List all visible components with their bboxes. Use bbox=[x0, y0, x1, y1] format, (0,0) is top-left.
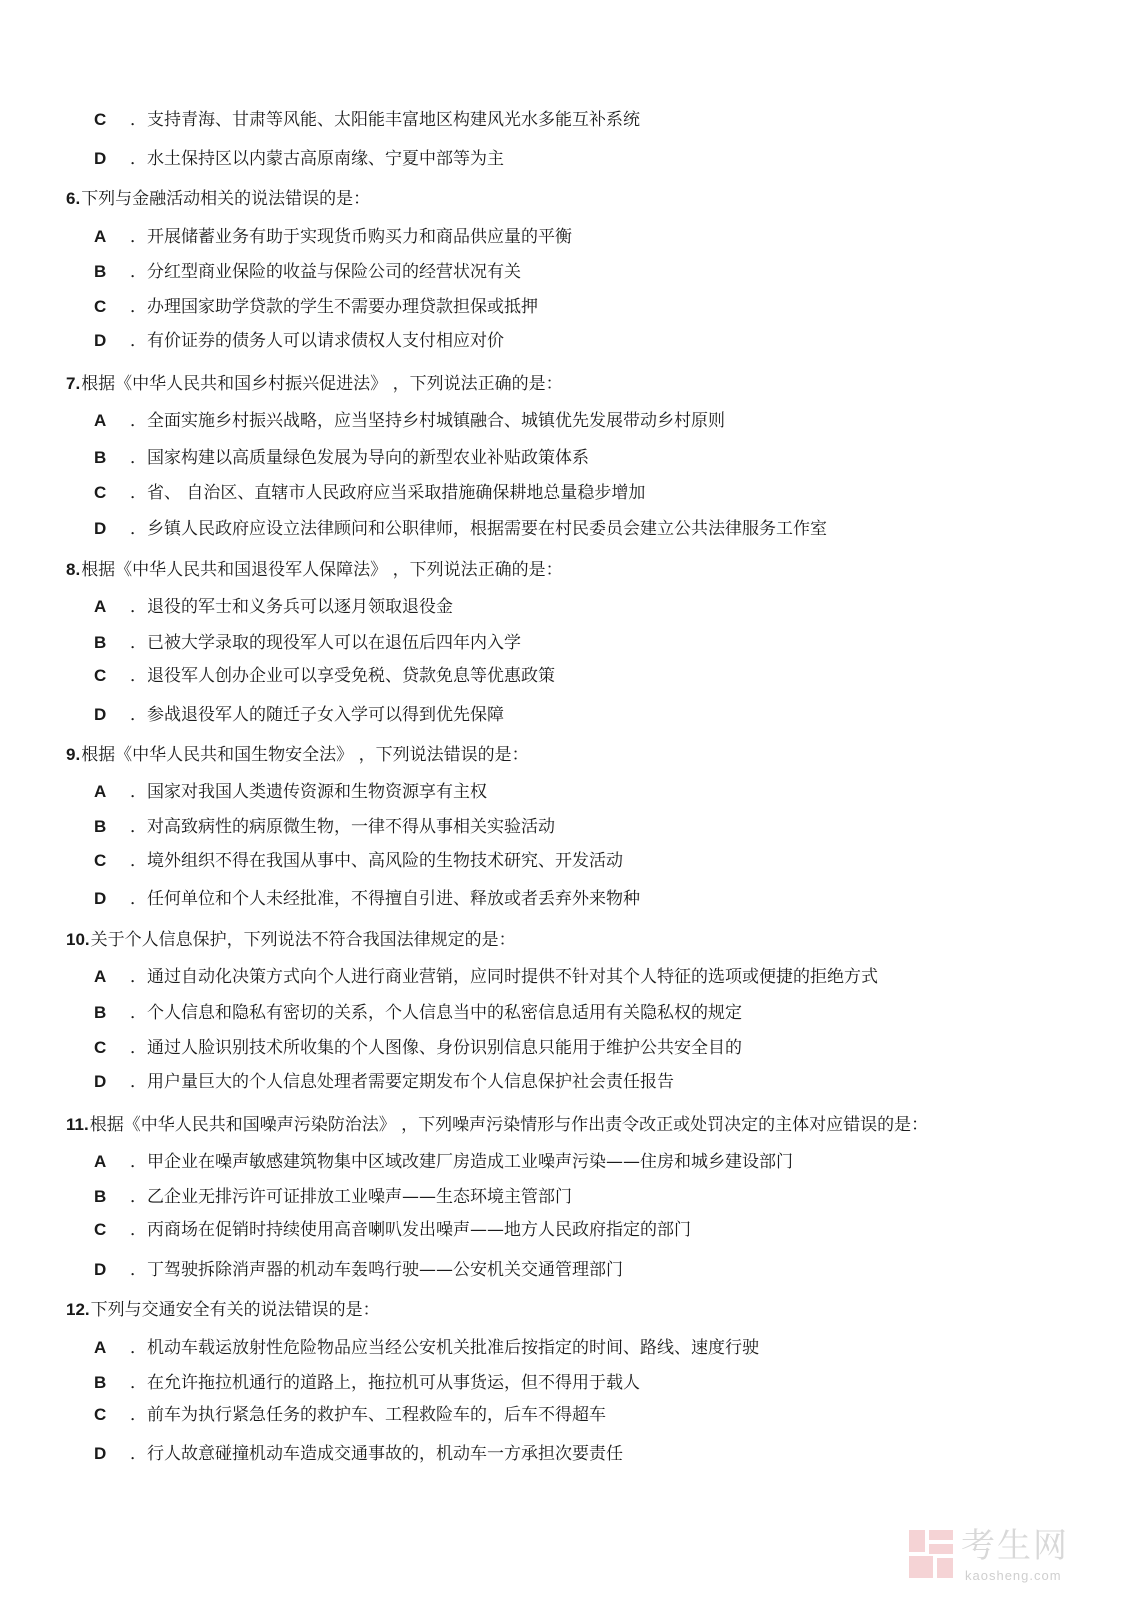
option-letter: D bbox=[94, 149, 107, 168]
answer-option bbox=[94, 261, 521, 283]
option-text: ．任何单位和个人未经批准，不得擅自引进、释放或者丢弃外来物种 bbox=[130, 889, 640, 909]
option-text: ．境外组织不得在我国从事中、高风险的生物技术研究、开发活动 bbox=[130, 851, 623, 871]
option-text: ．支持青海、甘肃等风能、太阳能丰富地区构建风光水多能互补系统 bbox=[130, 110, 640, 130]
question-number: 12. bbox=[66, 1300, 90, 1319]
option-letter: D bbox=[94, 331, 107, 350]
answer-option bbox=[94, 1219, 691, 1241]
question-text: 下列与交通安全有关的说法错误的是： bbox=[90, 1300, 380, 1320]
option-letter: A bbox=[94, 411, 107, 430]
option-text: ．分红型商业保险的收益与保险公司的经营状况有关 bbox=[130, 262, 521, 282]
answer-option bbox=[94, 148, 504, 170]
option-letter: C bbox=[94, 1220, 107, 1239]
option-text: ．通过人脸识别技术所收集的个人图像、身份识别信息只能用于维护公共安全目的 bbox=[130, 1038, 742, 1058]
option-letter: D bbox=[94, 889, 107, 908]
question-number: 11. bbox=[66, 1115, 89, 1134]
option-letter: A bbox=[94, 1152, 107, 1171]
option-text: ．办理国家助学贷款的学生不需要办理贷款担保或抵押 bbox=[130, 297, 538, 317]
option-letter: D bbox=[94, 1072, 107, 1091]
option-text: ．乙企业无排污许可证排放工业噪声——生态环境主管部门 bbox=[130, 1187, 572, 1207]
question-stem bbox=[66, 559, 563, 581]
option-text: ．退役军人创办企业可以享受免税、贷款免息等优惠政策 bbox=[130, 666, 555, 686]
answer-option bbox=[94, 888, 640, 910]
question-stem bbox=[66, 1114, 928, 1136]
watermark-url: kaosheng.com bbox=[965, 1568, 1062, 1583]
answer-option bbox=[94, 518, 827, 540]
option-text: ．全面实施乡村振兴战略，应当坚持乡村城镇融合、城镇优先发展带动乡村原则 bbox=[130, 411, 725, 431]
answer-option bbox=[94, 1443, 623, 1465]
watermark-logo-icon bbox=[909, 1530, 953, 1578]
option-letter: B bbox=[94, 633, 107, 652]
question-number: 10. bbox=[66, 930, 90, 949]
question-number: 8. bbox=[66, 560, 81, 579]
option-letter: A bbox=[94, 782, 107, 801]
option-text: ．退役的军士和义务兵可以逐月领取退役金 bbox=[130, 597, 453, 617]
option-letter: A bbox=[94, 227, 107, 246]
option-text: ．机动车载运放射性危险物品应当经公安机关批准后按指定的时间、路线、速度行驶 bbox=[130, 1338, 759, 1358]
answer-option bbox=[94, 447, 589, 469]
question-text: 根据《中华人民共和国退役军人保障法》 ，下列说法正确的是： bbox=[81, 560, 563, 580]
option-text: ．在允许拖拉机通行的道路上，拖拉机可从事货运，但不得用于载人 bbox=[130, 1373, 640, 1393]
option-text: ．通过自动化决策方式向个人进行商业营销，应同时提供不针对其个人特征的选项或便捷的拒绝方式 bbox=[130, 967, 878, 987]
option-text: ．前车为执行紧急任务的救护车、工程救险车的，后车不得超车 bbox=[130, 1405, 606, 1425]
answer-option bbox=[94, 704, 504, 726]
option-text: ．乡镇人民政府应设立法律顾问和公职律师，根据需要在村民委员会建立公共法律服务工作室 bbox=[130, 519, 827, 539]
option-letter: D bbox=[94, 519, 107, 538]
question-number: 7. bbox=[66, 374, 81, 393]
answer-option bbox=[94, 632, 521, 654]
option-letter: C bbox=[94, 1405, 107, 1424]
option-text: ．参战退役军人的随迁子女入学可以得到优先保障 bbox=[130, 705, 504, 725]
option-text: ．国家构建以高质量绿色发展为导向的新型农业补贴政策体系 bbox=[130, 448, 589, 468]
option-letter: A bbox=[94, 597, 107, 616]
question-number: 9. bbox=[66, 745, 81, 764]
answer-option bbox=[94, 596, 453, 618]
answer-option bbox=[94, 1071, 674, 1093]
option-text: ．有价证券的债务人可以请求债权人支付相应对价 bbox=[130, 331, 504, 351]
watermark-title: 考生网 bbox=[961, 1526, 1069, 1566]
option-letter: D bbox=[94, 705, 107, 724]
answer-option bbox=[94, 226, 572, 248]
answer-option bbox=[94, 109, 640, 131]
question-stem bbox=[66, 1299, 380, 1321]
option-text: ．用户量巨大的个人信息处理者需要定期发布个人信息保护社会责任报告 bbox=[130, 1072, 674, 1092]
question-text: 根据《中华人民共和国乡村振兴促进法》 ，下列说法正确的是： bbox=[81, 374, 563, 394]
option-letter: C bbox=[94, 297, 107, 316]
question-stem bbox=[66, 744, 529, 766]
answer-option bbox=[94, 816, 555, 838]
option-letter: B bbox=[94, 448, 107, 467]
option-text: ．开展储蓄业务有助于实现货币购买力和商品供应量的平衡 bbox=[130, 227, 572, 247]
option-text: ．国家对我国人类遗传资源和生物资源享有主权 bbox=[130, 782, 487, 802]
option-letter: A bbox=[94, 1338, 107, 1357]
question-stem bbox=[66, 373, 563, 395]
answer-option bbox=[94, 330, 504, 352]
option-text: ．已被大学录取的现役军人可以在退伍后四年内入学 bbox=[130, 633, 521, 653]
answer-option bbox=[94, 1186, 572, 1208]
question-text: 根据《中华人民共和国生物安全法》 ，下列说法错误的是： bbox=[81, 745, 529, 765]
answer-option bbox=[94, 966, 878, 988]
question-stem bbox=[66, 929, 516, 951]
answer-option bbox=[94, 1259, 623, 1281]
answer-option bbox=[94, 1372, 640, 1394]
answer-option bbox=[94, 1404, 606, 1426]
answer-option bbox=[94, 665, 555, 687]
answer-option bbox=[94, 410, 725, 432]
option-letter: D bbox=[94, 1260, 107, 1279]
option-letter: A bbox=[94, 967, 107, 986]
option-letter: B bbox=[94, 262, 107, 281]
option-letter: B bbox=[94, 1187, 107, 1206]
option-letter: C bbox=[94, 1038, 107, 1057]
option-letter: C bbox=[94, 110, 107, 129]
answer-option bbox=[94, 482, 645, 504]
answer-option bbox=[94, 1337, 759, 1359]
option-letter: B bbox=[94, 1003, 107, 1022]
question-stem bbox=[66, 188, 370, 210]
option-letter: D bbox=[94, 1444, 107, 1463]
question-text: 关于个人信息保护，下列说法不符合我国法律规定的是： bbox=[90, 930, 516, 950]
option-text: ．丁驾驶拆除消声器的机动车轰鸣行驶——公安机关交通管理部门 bbox=[130, 1260, 623, 1280]
answer-option bbox=[94, 1151, 793, 1173]
answer-option bbox=[94, 1037, 742, 1059]
option-text: ．对高致病性的病原微生物，一律不得从事相关实验活动 bbox=[130, 817, 555, 837]
option-text: ．丙商场在促销时持续使用高音喇叭发出噪声——地方人民政府指定的部门 bbox=[130, 1220, 691, 1240]
answer-option bbox=[94, 296, 538, 318]
option-letter: C bbox=[94, 666, 107, 685]
question-number: 6. bbox=[66, 189, 81, 208]
option-letter: C bbox=[94, 851, 107, 870]
question-text: 根据《中华人民共和国噪声污染防治法》 ，下列噪声污染情形与作出责令改正或处罚决定的主体对应错误的是： bbox=[89, 1115, 929, 1135]
option-letter: C bbox=[94, 483, 107, 502]
option-text: ．行人故意碰撞机动车造成交通事故的，机动车一方承担次要责任 bbox=[130, 1444, 623, 1464]
answer-option bbox=[94, 781, 487, 803]
option-letter: B bbox=[94, 817, 107, 836]
option-text: ．省、 自治区、直辖市人民政府应当采取措施确保耕地总量稳步增加 bbox=[130, 483, 646, 503]
answer-option bbox=[94, 850, 623, 872]
watermark bbox=[909, 1526, 1109, 1586]
question-text: 下列与金融活动相关的说法错误的是： bbox=[81, 189, 371, 209]
option-letter: B bbox=[94, 1373, 107, 1392]
option-text: ．个人信息和隐私有密切的关系，个人信息当中的私密信息适用有关隐私权的规定 bbox=[130, 1003, 742, 1023]
option-text: ．水土保持区以内蒙古高原南缘、宁夏中部等为主 bbox=[130, 149, 504, 169]
option-text: ．甲企业在噪声敏感建筑物集中区域改建厂房造成工业噪声污染——住房和城乡建设部门 bbox=[130, 1152, 793, 1172]
answer-option bbox=[94, 1002, 742, 1024]
